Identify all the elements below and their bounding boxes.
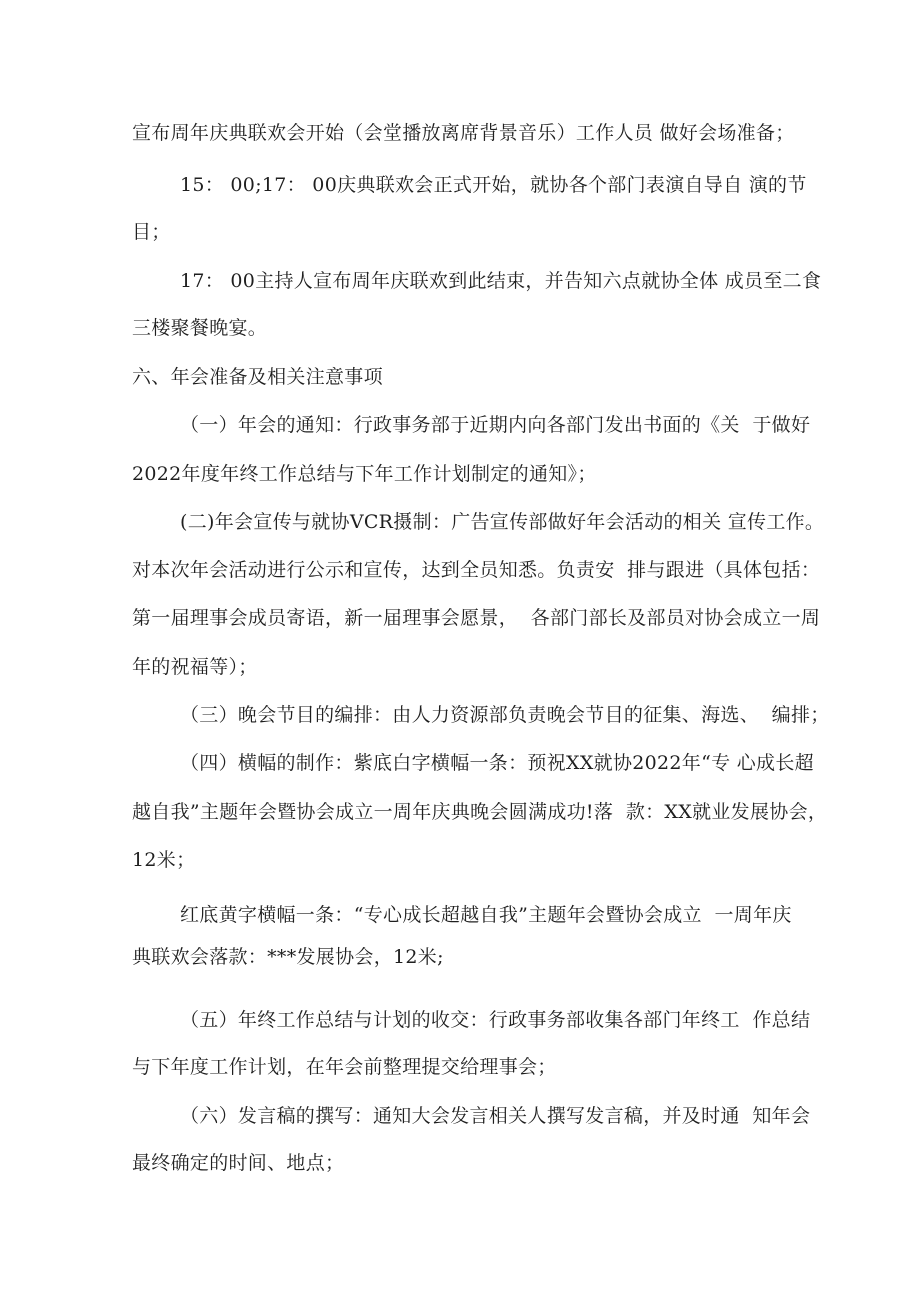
paragraph-line: （六）发言稿的撰写：通知大会发言相关人撰写发言稿，并及时通 知年会: [180, 1105, 811, 1127]
paragraph-line: 第一届理事会成员寄语，新一届理事会愿景， 各部门部长及部员对协会成立一周: [132, 607, 821, 629]
paragraph-line: 三楼聚餐晚宴。: [132, 317, 268, 339]
paragraph-line: 对本次年会活动进行公示和宣传，达到全员知悉。负责安 排与跟进（具体包括：: [132, 559, 821, 581]
paragraph-line: 17： 00主持人宣布周年庆联欢到此结束，并告知六点就协全体 成员至二食: [180, 270, 822, 292]
paragraph-line: 与下年度工作计划，在年会前整理提交给理事会；: [132, 1056, 557, 1078]
paragraph-line: 红底黄字横幅一条：“专心成长超越自我”主题年会暨协会成立 一周年庆: [180, 904, 792, 926]
section-heading: 六、年会准备及相关注意事项: [132, 366, 383, 388]
paragraph-line: (二)年会宣传与就协VCR摄制：广告宣传部做好年会活动的相关 宣传工作。: [180, 511, 825, 533]
paragraph-line: 年的祝福等）；: [132, 656, 258, 678]
paragraph-line: （五）年终工作总结与计划的收交：行政事务部收集各部门年终工 作总结: [180, 1009, 811, 1031]
paragraph-line: 最终确定的时间、地点；: [132, 1152, 345, 1174]
paragraph-line: 典联欢会落款：***发展协会，12米;: [132, 946, 444, 968]
paragraph-line: 宣布周年庆典联欢会开始（会堂播放离席背景音乐）工作人员 做好会场准备；: [132, 122, 795, 144]
paragraph-line: （三）晚会节目的编排：由人力资源部负责晚会节目的征集、海选、 编排；: [180, 704, 830, 726]
paragraph-line: （一）年会的通知：行政事务部于近期内向各部门发出书面的《关 于做好: [180, 414, 811, 436]
paragraph-line: 2022年度年终工作总结与下年工作计划制定的通知》；: [132, 463, 597, 485]
paragraph-line: 越自我”主题年会暨协会成立一周年庆典晚会圆满成功!落 款：XX就业发展协会，: [132, 801, 828, 823]
paragraph-line: （四）横幅的制作：紫底白字横幅一条：预祝XX就协2022年“专 心成长超: [180, 752, 814, 774]
paragraph-line: 15： 00;17： 00庆典联欢会正式开始，就协各个部门表演自导自 演的节: [180, 174, 807, 196]
paragraph-line: 12米；: [132, 849, 196, 871]
paragraph-line: 目；: [132, 221, 171, 243]
